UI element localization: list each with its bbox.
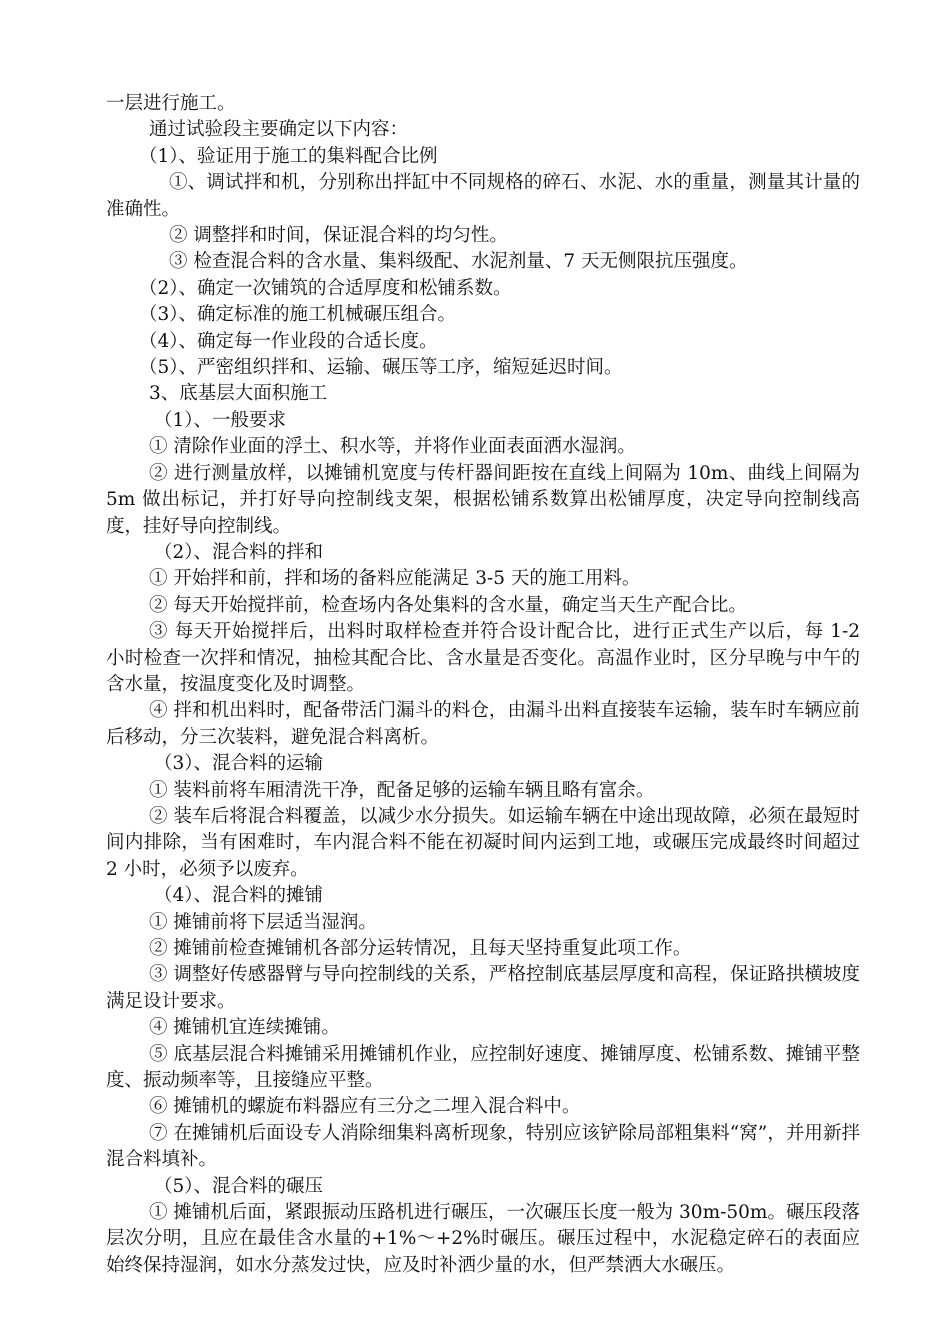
paragraph: ① 摊铺前将下层适当湿润。 — [149, 911, 377, 933]
paragraph: 一层进行施工。 — [106, 93, 236, 114]
paragraph: ② 进行测量放样，以摊铺机宽度与传杆器间距按在直线上间隔为 10m、曲线上间隔为 5m 做出标记，并打好导向控制线支架，根据松铺系数算出松铺厚度，决定导向控制线高度，挂好导向控制线。 — [106, 462, 860, 537]
paragraph: ④ 摊铺机宜连续摊铺。 — [149, 1017, 340, 1039]
section-heading: （5）、严密组织拌和、运输、碾压等工序，缩短延迟时间。 — [139, 357, 623, 379]
paragraph: ② 摊铺前检查摊铺机各部分运转情况，且每天坚持重复此项工作。 — [149, 938, 692, 959]
paragraph: ① 摊铺机后面，紧跟振动压路机进行碾压，一次碾压长度一般为 30m-50m。碾压段落层次分明，且应在最佳含水量的+1%～+2%时碾压。碾压过程中，水泥稳定碎石的表面应始终保持湿润，如水分蒸发过快，应及时补洒少量的水，但严禁洒大水碾压。 — [106, 1202, 860, 1276]
paragraph: ③ 调整好传感器臂与导向控制线的关系，严格控制底基层厚度和高程，保证路拱横坡度满足设计要求。 — [106, 964, 860, 1012]
subsection-heading: （1）、一般要求 — [154, 409, 287, 431]
paragraph: ⑤ 底基层混合料摊铺采用摊铺机作业，应控制好速度、摊铺厚度、松铺系数、摊铺平整度、振动频率等，且接缝应平整。 — [106, 1043, 860, 1092]
paragraph: ② 装车后将混合料覆盖，以减少水分损失。如运输车辆在中途出现故障，必须在最短时间内排除，当有困难时，车内混合料不能在初凝时间内运到工地，或碾压完成最终时间超过 2 小时，必须予以废弃。 — [106, 805, 860, 880]
paragraph: 通过试验段主要确定以下内容： — [149, 119, 409, 141]
paragraph: ⑦ 在摊铺机后面设专人消除细集料离析现象，特别应该铲除局部粗集料“窝”，并用新拌混合料填补。 — [106, 1122, 860, 1171]
paragraph: ② 调整拌和时间，保证混合料的均匀性。 — [169, 225, 508, 247]
subsection-heading: （2）、混合料的拌和 — [154, 541, 324, 563]
section-heading: （1）、验证用于施工的集料配合比例 — [139, 145, 438, 167]
paragraph: ①、调试拌和机，分别称出拌缸中不同规格的碎石、水泥、水的重量，测量其计量的准确性。 — [106, 172, 860, 220]
section-heading: （2）、确定一次铺筑的合适厚度和松铺系数。 — [139, 277, 512, 299]
subsection-heading: （5）、混合料的碾压 — [154, 1175, 324, 1197]
section-heading: （3）、确定标准的施工机械碾压组合。 — [139, 304, 457, 326]
section-heading: （4）、确定每一作业段的合适长度。 — [139, 330, 438, 352]
paragraph: ③ 每天开始搅拌后，出料时取样检查并符合设计配合比，进行正式生产以后，每 1-2 小时检查一次拌和情况，抽检其配合比、含水量是否变化。高温作业时，区分早晚与中午的含水量，按温度变化及时调整。 — [106, 621, 860, 695]
paragraph: ① 清除作业面的浮土、积水等，并将作业面表面洒水湿润。 — [149, 436, 636, 458]
paragraph: ④ 拌和机出料时，配备带活门漏斗的料仓，由漏斗出料直接装车运输，装车时车辆应前后移动，分三次装料，避免混合料离析。 — [106, 700, 860, 748]
paragraph: ③ 检查混合料的含水量、集料级配、水泥剂量、7 天无侧限抗压强度。 — [169, 251, 748, 273]
section-heading: 3、底基层大面积施工 — [149, 383, 328, 405]
subsection-heading: （3）、混合料的运输 — [154, 753, 324, 775]
paragraph: ⑥ 摊铺机的螺旋布料器应有三分之二埋入混合料中。 — [149, 1096, 581, 1118]
paragraph: ② 每天开始搅拌前，检查场内各处集料的含水量，确定当天生产配合比。 — [149, 594, 747, 616]
subsection-heading: （4）、混合料的摊铺 — [154, 885, 324, 907]
paragraph: ① 装料前将车厢清洗干净，配备足够的运输车辆且略有富余。 — [149, 779, 655, 801]
document-body — [106, 91, 860, 1279]
paragraph: ① 开始拌和前，拌和场的备料应能满足 3-5 天的施工用料。 — [149, 568, 641, 590]
